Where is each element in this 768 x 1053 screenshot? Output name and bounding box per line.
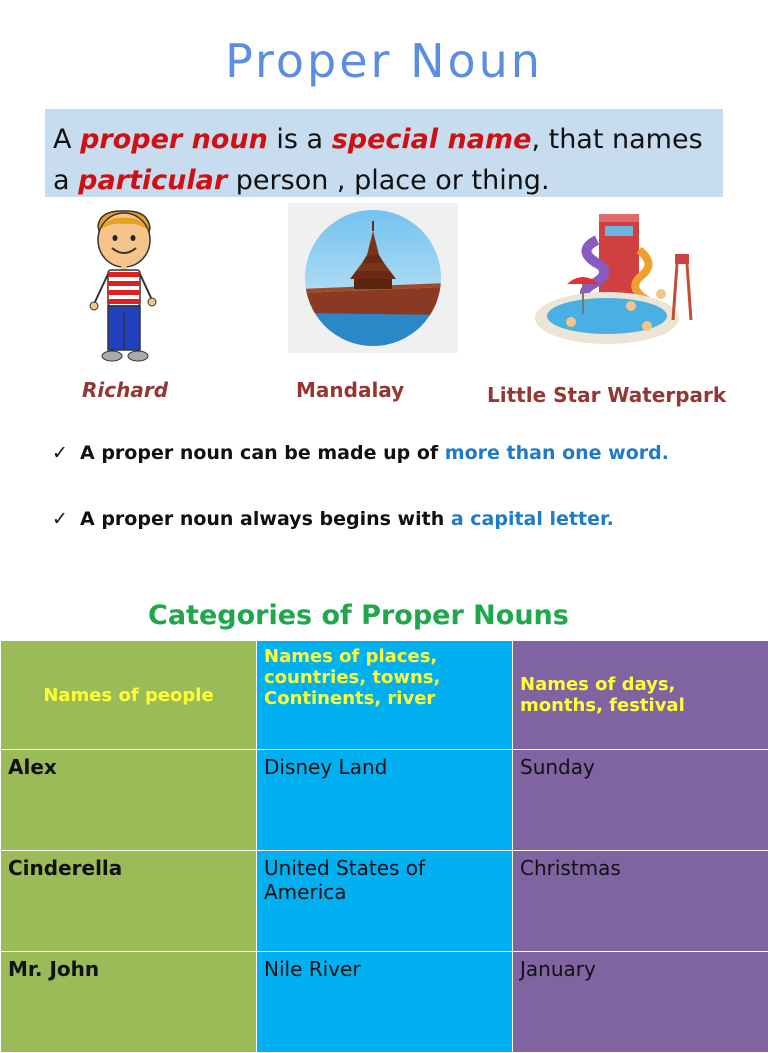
definition-text: A bbox=[53, 124, 80, 155]
bullet-text: A proper noun can be made up of bbox=[80, 442, 445, 464]
definition-text: person , place or thing. bbox=[227, 165, 549, 196]
bullet-item bbox=[52, 508, 614, 530]
table-cell: United States of America bbox=[257, 851, 513, 952]
palace-icon bbox=[288, 203, 458, 353]
waterpark-icon bbox=[527, 210, 702, 355]
table-cell: Cinderella bbox=[1, 851, 257, 952]
definition-highlight: proper noun bbox=[80, 124, 268, 155]
table-row bbox=[1, 851, 768, 952]
check-icon: ✓ bbox=[52, 508, 80, 530]
table-cell: Christmas bbox=[513, 851, 768, 952]
categories-title: Categories of Proper Nouns bbox=[148, 600, 569, 631]
table-cell: Nile River bbox=[257, 952, 513, 1053]
definition-highlight: special name bbox=[332, 124, 532, 155]
definition-text: , that names a bbox=[53, 124, 703, 196]
table-cell: Alex bbox=[1, 750, 257, 851]
bullet-highlight: more than one word. bbox=[445, 442, 669, 464]
example-caption-waterpark: Little Star Waterpark bbox=[487, 383, 726, 407]
header-places: Names of places, countries, towns, Continents, river bbox=[257, 641, 513, 750]
table-row bbox=[1, 952, 768, 1053]
table-header-row bbox=[1, 641, 768, 750]
page-title: Proper Noun bbox=[0, 34, 768, 88]
example-caption-mandalay: Mandalay bbox=[296, 378, 404, 402]
header-people: Names of people bbox=[1, 641, 257, 750]
table-row bbox=[1, 750, 768, 851]
bullet-text: A proper noun always begins with bbox=[80, 508, 451, 530]
categories-table bbox=[0, 640, 768, 1053]
table-cell: January bbox=[513, 952, 768, 1053]
table-cell: Disney Land bbox=[257, 750, 513, 851]
header-days: Names of days, months, festival bbox=[513, 641, 768, 750]
bullet-highlight: a capital letter. bbox=[451, 508, 614, 530]
bullet-item bbox=[52, 442, 669, 464]
table-cell: Sunday bbox=[513, 750, 768, 851]
definition-text: is a bbox=[268, 124, 332, 155]
example-caption-richard: Richard bbox=[82, 378, 168, 402]
table-cell: Mr. John bbox=[1, 952, 257, 1053]
definition-box bbox=[45, 109, 723, 197]
check-icon: ✓ bbox=[52, 442, 80, 464]
boy-icon bbox=[88, 208, 160, 366]
definition-highlight: particular bbox=[78, 165, 227, 196]
